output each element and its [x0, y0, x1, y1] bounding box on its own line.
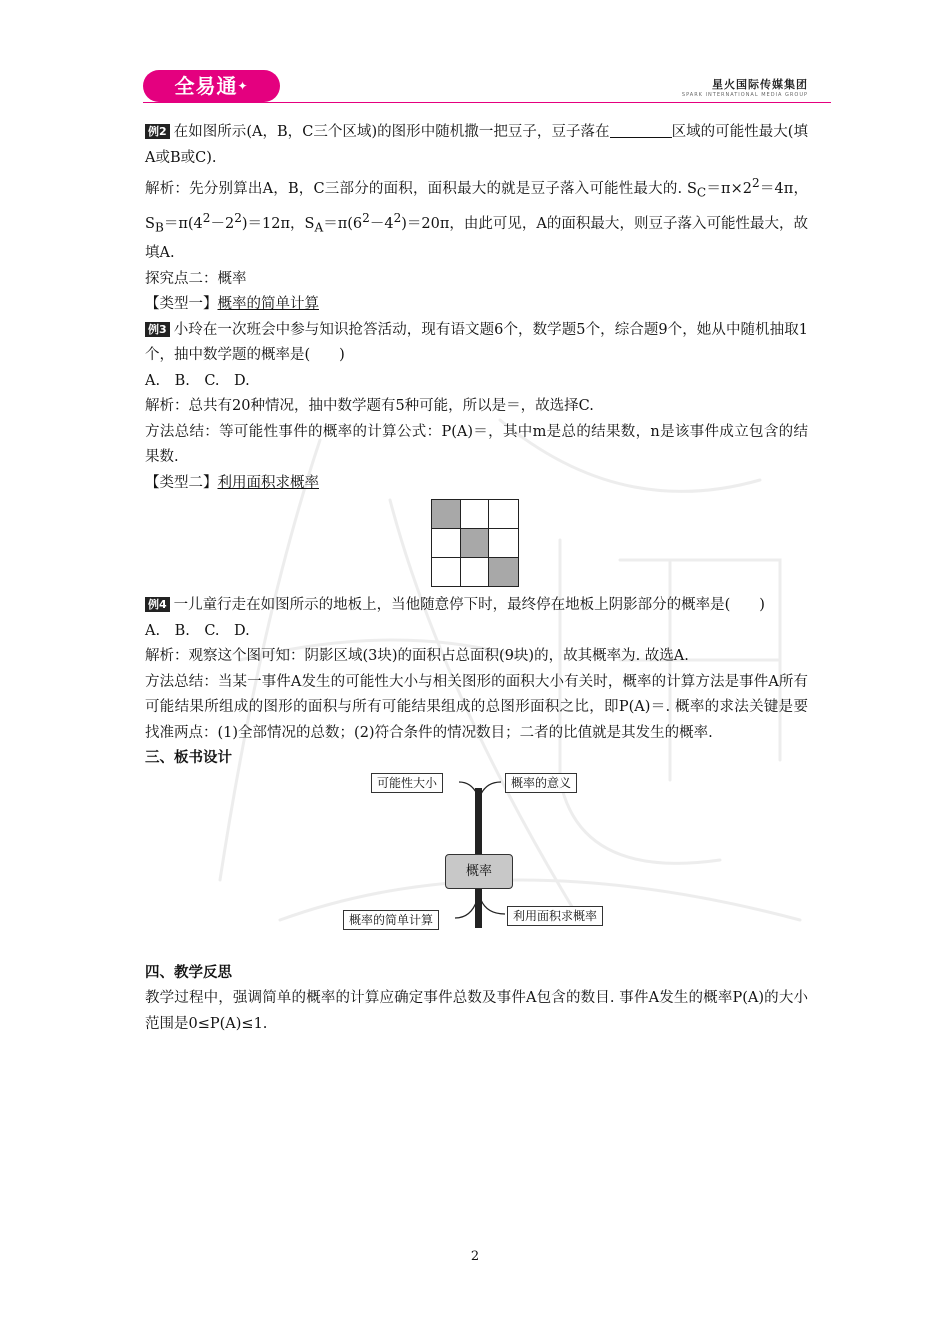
grid-cell-shaded [489, 558, 518, 587]
header-rule [143, 102, 831, 103]
brand-logo: 全易通✦ [143, 70, 280, 102]
example-2-question: 例2 在如图所示(A，B，C三个区域)的图形中随机撒一把豆子，豆子落在 区域的可能性最大(填A或B或C). [145, 124, 808, 166]
example-3-question: 例3 小玲在一次班会中参与知识抢答活动，现有语文题6个，数学题5个，综合题9个，她从中随机抽取1个，抽中数学题的概率是( ) [145, 321, 808, 364]
type-1-heading: 【类型一】概率的简单计算 [145, 296, 319, 313]
example-4-options: A. B. C. D. [145, 622, 250, 639]
grid-cell [432, 529, 461, 558]
example-badge: 例3 [145, 322, 170, 337]
example-3-solution: 解析：总共有20种情况，抽中数学题有5种可能，所以是＝，故选择C. [145, 398, 594, 415]
example-badge: 例4 [145, 597, 170, 612]
floor-grid-figure [431, 499, 519, 587]
example-3-options: A. B. C. D. [145, 372, 250, 389]
reflection-text: 教学过程中，强调简单的概率的计算应确定事件总数及事件A包含的数目. 事件A发生的概率P(A)的大小范围是0≤P(A)≤1. [145, 990, 808, 1032]
sparkle-icon: ✦ [237, 79, 249, 93]
mindmap [145, 772, 808, 957]
content [145, 120, 808, 1037]
example-2-solution: 解析：先分别算出A，B，C三部分的面积，面积最大的就是豆子落入可能性最大的. $S_C=\pi\times 2^2=4\pi$，$S_B=\pi(4^2-2^2)=12\pi$，$S_A=\pi(6^2-4^2)=20\pi$，由此可见，A的面积最大，则豆子落入可能性最大，故填A. [145, 176, 809, 262]
publisher-name: 星火国际传媒集团 [712, 78, 808, 91]
answer-blank [610, 123, 672, 138]
mindmap-center: 概率 [445, 854, 513, 889]
grid-cell [489, 529, 518, 558]
example-4-question: 例4 一儿童行走在如图所示的地板上，当他随意停下时，最终停在地板上阴影部分的概率是( ) [145, 593, 808, 619]
grid-cell [461, 558, 490, 587]
section-3-heading: 三、板书设计 [145, 750, 232, 767]
mindmap-node-possibility: 可能性大小 [371, 773, 443, 793]
grid-cell [461, 500, 490, 529]
example-3-summary: 方法总结：等可能性事件的概率的计算公式：P(A)＝，其中m是总的结果数，n是该事件成立包含的结果数. [145, 423, 808, 466]
example-badge: 例2 [145, 124, 170, 139]
publisher-name-en: SPARK INTERNATIONAL MEDIA GROUP [681, 92, 808, 98]
type-2-heading: 【类型二】利用面积求概率 [145, 474, 319, 491]
section-point-2: 探究点二：概率 [145, 270, 247, 287]
mindmap-node-simple-calc: 概率的简单计算 [343, 910, 439, 930]
grid-cell-shaded [461, 529, 490, 558]
example-4-solution: 解析：观察这个图可知：阴影区域(3块)的面积占总面积(9块)的，故其概率为. 故选A. [145, 648, 689, 665]
page-number: 2 [470, 1249, 480, 1264]
grid-cell [432, 558, 461, 587]
section-4-heading: 四、教学反思 [145, 964, 232, 981]
grid-cell [489, 500, 518, 529]
grid-cell-shaded [432, 500, 461, 529]
mindmap-node-meaning: 概率的意义 [505, 773, 577, 793]
example-4-summary: 方法总结：当某一事件A发生的可能性大小与相关图形的面积大小有关时，概率的计算方法是事件A所有可能结果所组成的图形的面积与所有可能结果组成的总图形面积之比，即P(A)＝. 概率的求法关键是要找准两点：(1)全部情况的总数；(2)符合条件的情况数目；二者的比值就是其发生的概率. [145, 673, 808, 741]
publisher [682, 76, 808, 98]
mindmap-node-area: 利用面积求概率 [507, 906, 603, 926]
